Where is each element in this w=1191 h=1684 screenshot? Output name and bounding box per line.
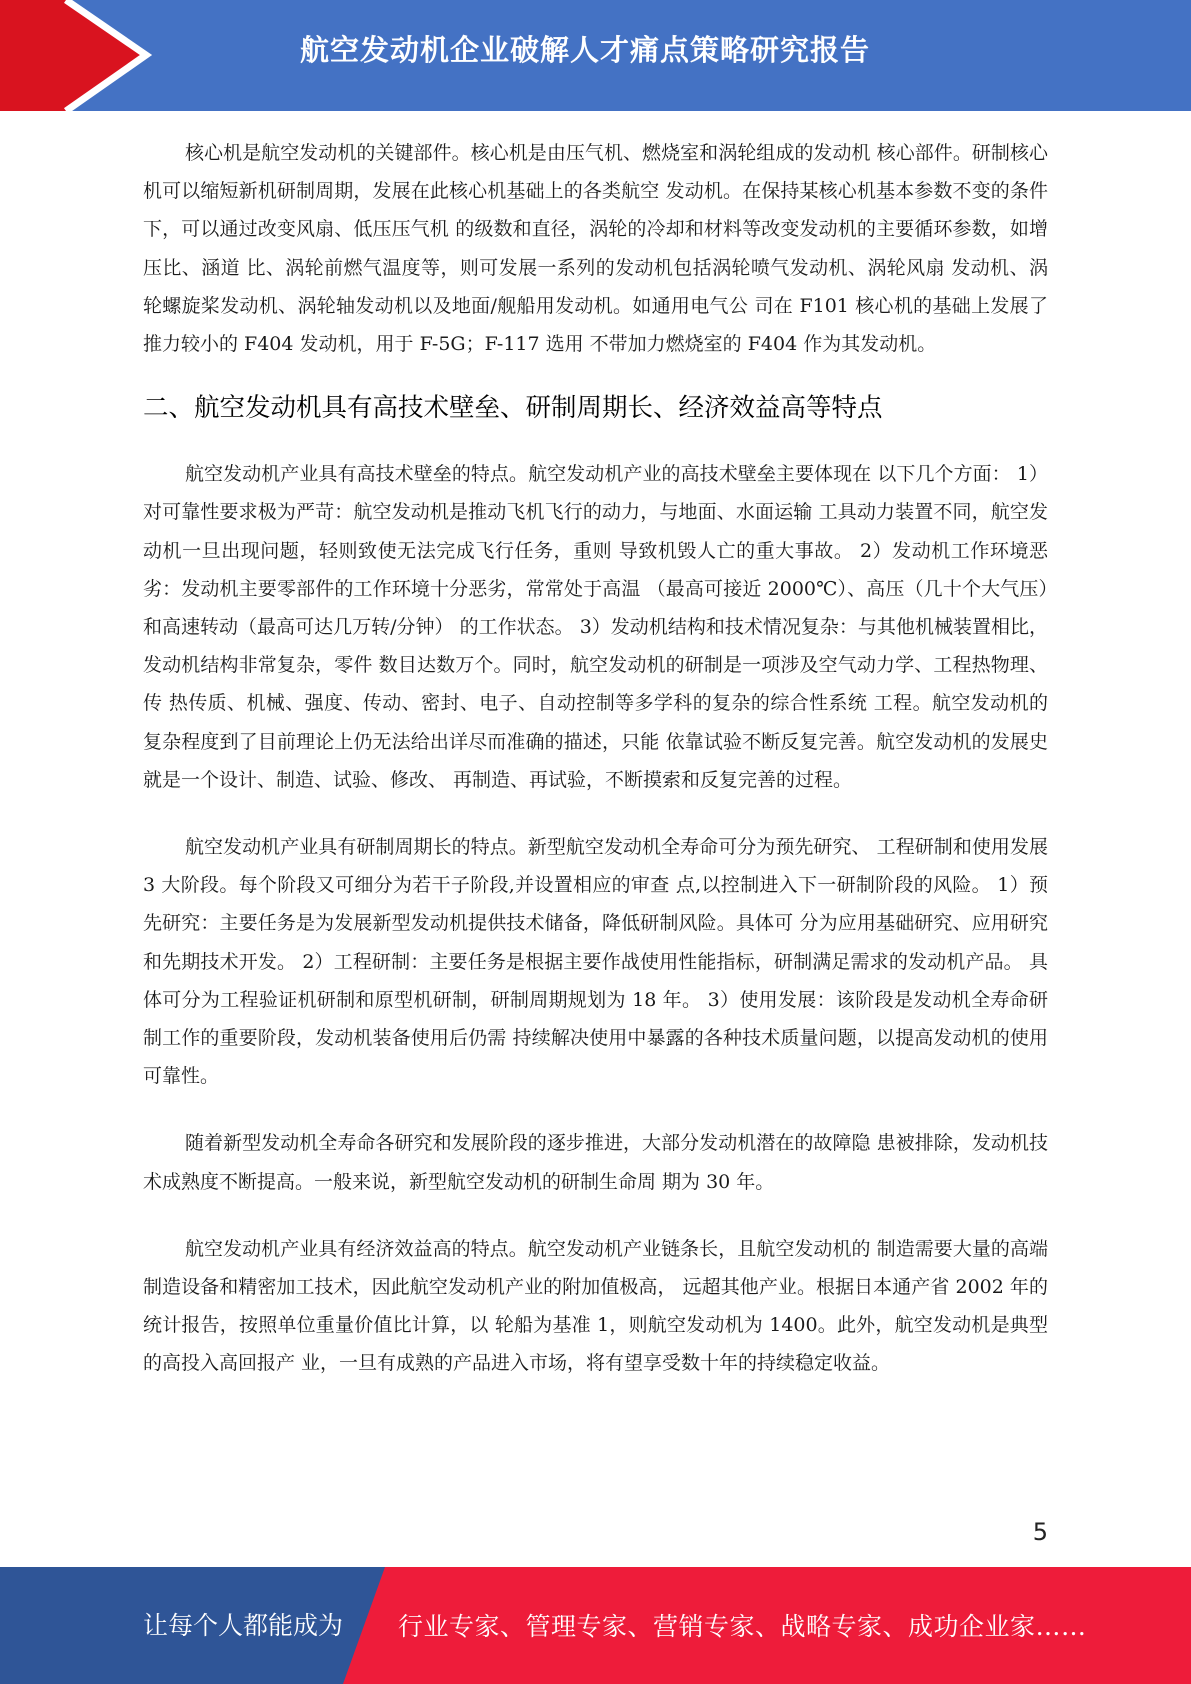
document-body [143,134,1048,1383]
header-red-arrow [0,0,146,111]
footer-slogan-right: 行业专家、管理专家、营销专家、战略专家、成功企业家…… [398,1612,1087,1641]
page-header [0,0,1191,111]
paragraph-dev-cycle: 航空发动机产业具有研制周期长的特点。新型航空发动机全寿命可分为预先研究、 工程研制和使用发展 3 大阶段。每个阶段又可细分为若干子阶段,并设置相应的审查 点,以控制进入下一研制阶段的风险。 1）预先研究：主要任务是为发展新型发动机提供技术储备，降低研制风险。具体可 分为应用基础研究、应用研究和先期技术开发。 2）工程研制：主要任务是根据主要作战使用性能指标，研制满足需求的发动机产品。 具体可分为工程验证机研制和原型机研制，研制周期规划为 18 年。 3）使用发展：该阶段是发动机全寿命研制工作的重要阶段，发动机装备使用后仍需 持续解决使用中暴露的各种技术质量问题，以提高发动机的使用可靠性。 [143,836,1048,1088]
header-title: 航空发动机企业破解人才痛点策略研究报告 [300,33,871,67]
footer-slogan-left: 让每个人都能成为 [143,1611,344,1640]
paragraph-maturity: 随着新型发动机全寿命各研究和发展阶段的逐步推进，大部分发动机潜在的故障隐 患被排除，发动机技术成熟度不断提高。一般来说，新型航空发动机的研制生命周 期为 30 年。 [143,1132,1048,1193]
paragraph-economic-benefit: 航空发动机产业具有经济效益高的特点。航空发动机产业链条长，且航空发动机的 制造需要大量的高端制造设备和精密加工技术，因此航空发动机产业的附加值极高， 远超其他产业。根据日本通产省 2002 年的统计报告，按照单位重量价值比计算，以 轮船为基准 1，则航空发动机为 1400。此外，航空发动机是典型的高投入高回报产 业，一旦有成熟的产品进入市场，将有望享受数十年的持续稳定收益。 [143,1237,1048,1375]
paragraph-core-engine: 核心机是航空发动机的关键部件。核心机是由压气机、燃烧室和涡轮组成的发动机 核心部件。研制核心机可以缩短新机研制周期，发展在此核心机基础上的各类航空 发动机。在保持某核心机基本参数不变的条件下，可以通过改变风扇、低压压气机 的级数和直径，涡轮的冷却和材料等改变发动机的主要循环参数，如增压比、涵道 比、涡轮前燃气温度等，则可发展一系列的发动机包括涡轮喷气发动机、涡轮风扇 发动机、涡轮螺旋桨发动机、涡轮轴发动机以及地面/舰船用发动机。如通用电气公 司在 F101 核心机的基础上发展了推力较小的 F404 发动机，用于 F-5G；F-117 选用 不带加力燃烧室的 F404 作为其发动机。 [143,142,1048,356]
page-number: 5 [1032,1518,1048,1546]
section-heading: 二、航空发动机具有高技术壁垒、研制周期长、经济效益高等特点 [143,393,883,424]
paragraph-tech-barrier: 航空发动机产业具有高技术壁垒的特点。航空发动机产业的高技术壁垒主要体现在 以下几个方面： 1）对可靠性要求极为严苛：航空发动机是推动飞机飞行的动力，与地面、水面运输 工具动力装置不同，航空发动机一旦出现问题，轻则致使无法完成飞行任务，重则 导致机毁人亡的重大事故。 2）发动机工作环境恶劣：发动机主要零部件的工作环境十分恶劣，常常处于高温 （最高可接近 2000℃）、高压（几十个大气压）和高速转动（最高可达几万转/分钟） 的工作状态。 3）发动机结构和技术情况复杂：与其他机械装置相比，发动机结构非常复杂，零件 数目达数万个。同时，航空发动机的研制是一项涉及空气动力学、工程热物理、传 热传质、机械、强度、传动、密封、电子、自动控制等多学科的复杂的综合性系统 工程。航空发动机的复杂程度到了目前理论上仍无法给出详尽而准确的描述，只能 依靠试验不断反复完善。航空发动机的发展史就是一个设计、制造、试验、修改、 再制造、再试验，不断摸索和反复完善的过程。 [143,463,1048,791]
page-footer [0,1567,1191,1684]
